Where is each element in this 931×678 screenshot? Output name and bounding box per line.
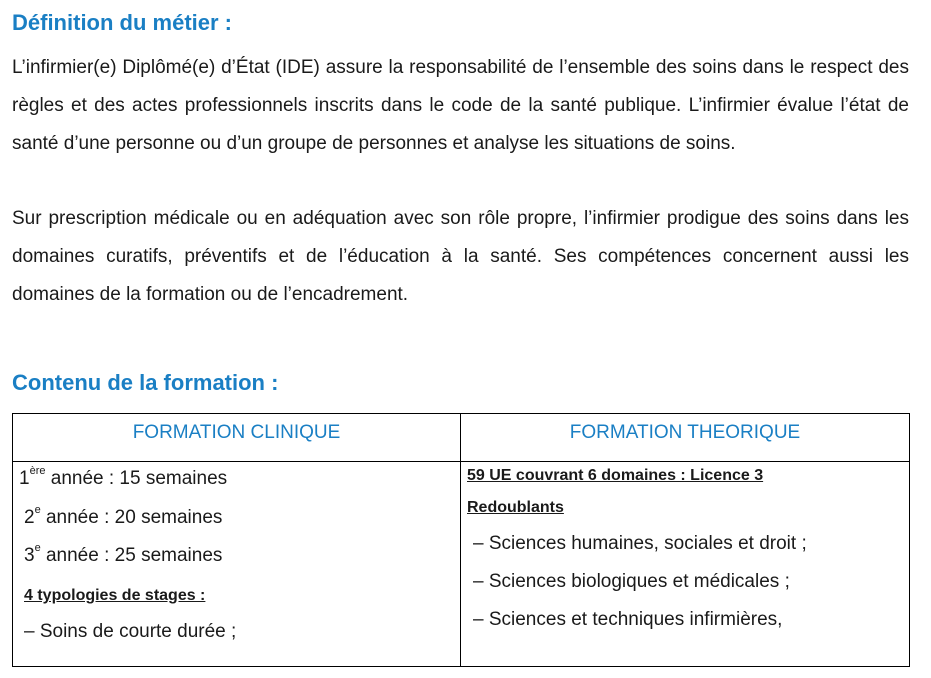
typology-1: – Soins de courte durée ;	[24, 621, 237, 642]
domain-1: – Sciences humaines, sociales et droit ;	[473, 533, 807, 554]
cell-theorique	[461, 462, 910, 667]
year-2-line: 2e année : 20 semaines	[24, 504, 223, 528]
definition-paragraph-2: Sur prescription médicale ou en adéquation avec son rôle propre, l’infirmier prodigue des soins dans les domaines curatifs, préventifs et de l’éducation à la santé. Ses compétences concernent aussi les domaines de la formation ou de l’encadrement.	[12, 208, 909, 305]
ue-title-line-1: 59 UE couvrant 6 domaines : Licence 3	[467, 467, 764, 484]
header-formation-theorique: FORMATION THEORIQUE	[461, 414, 910, 462]
cell-clinique	[13, 462, 461, 667]
domain-2: – Sciences biologiques et médicales ;	[473, 571, 790, 592]
domain-3: – Sciences et techniques infirmières,	[473, 609, 783, 630]
definition-paragraph-1: L’infirmier(e) Diplômé(e) d’État (IDE) assure la responsabilité de l’ensemble des soins dans le respect des règles et des actes professionnels inscrits dans le code de la santé publique. L’infirmier évalue l’état de santé d’une personne ou d’un groupe de personnes et analyse les situations de soins.	[12, 57, 909, 154]
formation-table	[12, 413, 910, 667]
year-1-line: 1ère année : 15 semaines	[19, 465, 228, 489]
formation-heading: Contenu de la formation :	[12, 370, 279, 395]
table-row	[13, 462, 910, 667]
ue-title-line-2: Redoublants	[467, 499, 564, 516]
typologies-title: 4 typologies de stages :	[24, 587, 206, 604]
definition-heading: Définition du métier :	[12, 10, 232, 35]
header-formation-clinique: FORMATION CLINIQUE	[13, 414, 461, 462]
table-header-row	[13, 414, 910, 462]
year-3-line: 3e année : 25 semaines	[24, 542, 223, 566]
